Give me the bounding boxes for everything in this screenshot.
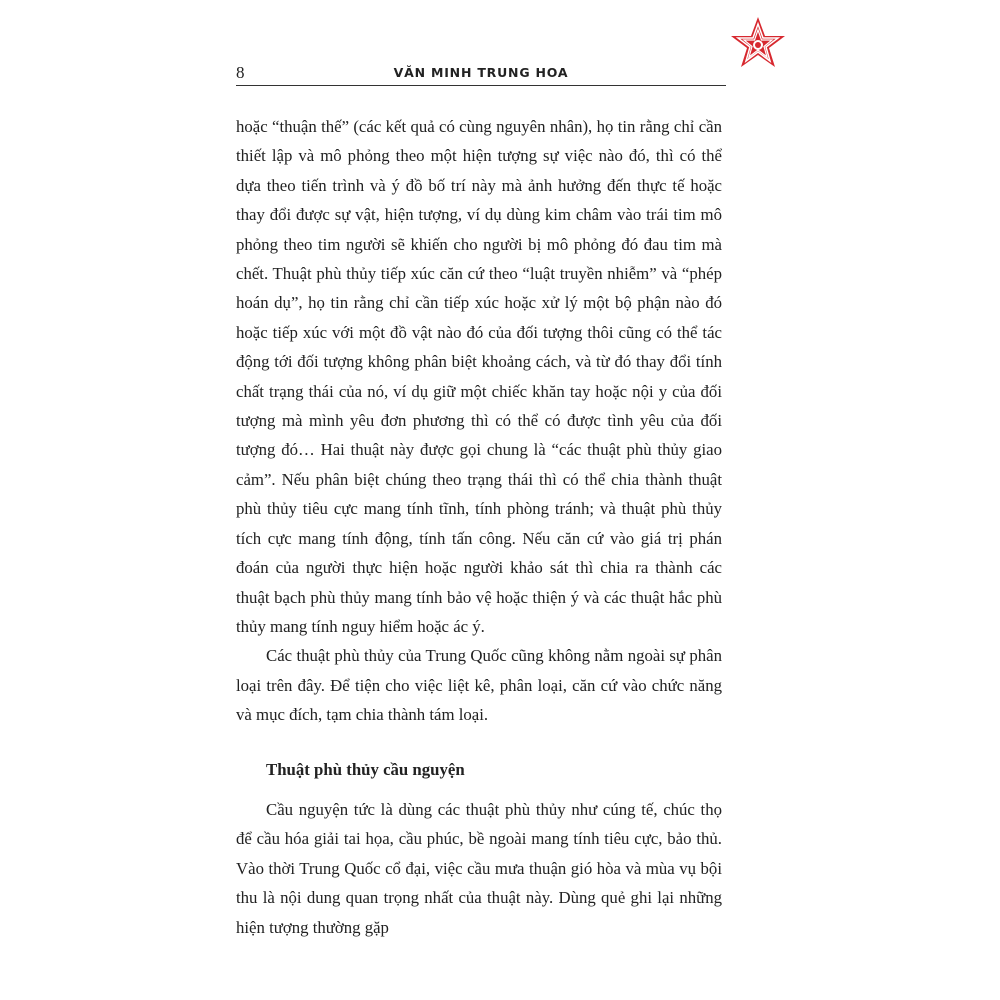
page-header xyxy=(236,63,726,86)
body-paragraph: hoặc “thuận thế” (các kết quả có cùng nguyên nhân), họ tin rằng chỉ cần thiết lập và mô phỏng theo một hiện tượng sự việc nào đó, thì có thể dựa theo tiến trình và ý đồ bố trí này mà ảnh hưởng đến thực tế hoặc thay đổi được sự vật, hiện tượng, ví dụ dùng kim châm vào trái tim mô phỏng theo tim người sẽ khiến cho người bị mô phỏng đó đau tim mà chết. Thuật phù thủy tiếp xúc căn cứ theo “luật truyền nhiễm” và “phép hoán dụ”, họ tin rằng chỉ cần tiếp xúc hoặc xử lý một bộ phận nào đó hoặc tiếp xúc với một đồ vật nào đó của đối tượng thôi cũng có thể tác động tới đối tượng không phân biệt khoảng cách, và từ đó thay đổi tính chất trạng thái của nó, ví dụ giữ một chiếc khăn tay hoặc nội y của đối tượng mà mình yêu đơn phương thì có thể có được tình yêu của đối tượng đó… Hai thuật này được gọi chung là “các thuật phù thủy giao cảm”. Nếu phân biệt chúng theo trạng thái thì có thể chia thành thuật phù thủy tiêu cực mang tính tĩnh, tính phòng tránh; và thuật phù thủy tích cực mang tính động, tính tấn công. Nếu căn cứ vào giá trị phán đoán của người thực hiện hoặc người khảo sát thì chia ra thành các thuật bạch phù thủy mang tính bảo vệ hoặc thiện ý và các thuật hắc phù thủy mang tính nguy hiểm hoặc ác ý. xyxy=(236,117,722,636)
body-paragraph: Các thuật phù thủy của Trung Quốc cũng không nằm ngoài sự phân loại trên đây. Để tiện cho việc liệt kê, phân loại, căn cứ vào chức năng và mục đích, tạm chia thành tám loại. xyxy=(236,646,722,725)
page-body xyxy=(236,112,722,942)
red-star-emblem-icon xyxy=(728,15,788,75)
publisher-logo xyxy=(728,15,788,75)
section-paragraph: Cầu nguyện tức là dùng các thuật phù thủy như cúng tế, chúc thọ để cầu hóa giải tai họa, cầu phúc, bề ngoài mang tính tiêu cực, bảo thủ. Vào thời Trung Quốc cổ đại, việc cầu mưa thuận gió hòa và mùa vụ bội thu là nội dung quan trọng nhất của thuật này. Dùng quẻ ghi lại những hiện tượng thường gặp xyxy=(236,799,722,937)
running-title: VĂN MINH TRUNG HOA xyxy=(393,65,569,80)
page-number: 8 xyxy=(236,63,245,82)
section-heading: Thuật phù thủy cầu nguyện xyxy=(266,759,465,779)
